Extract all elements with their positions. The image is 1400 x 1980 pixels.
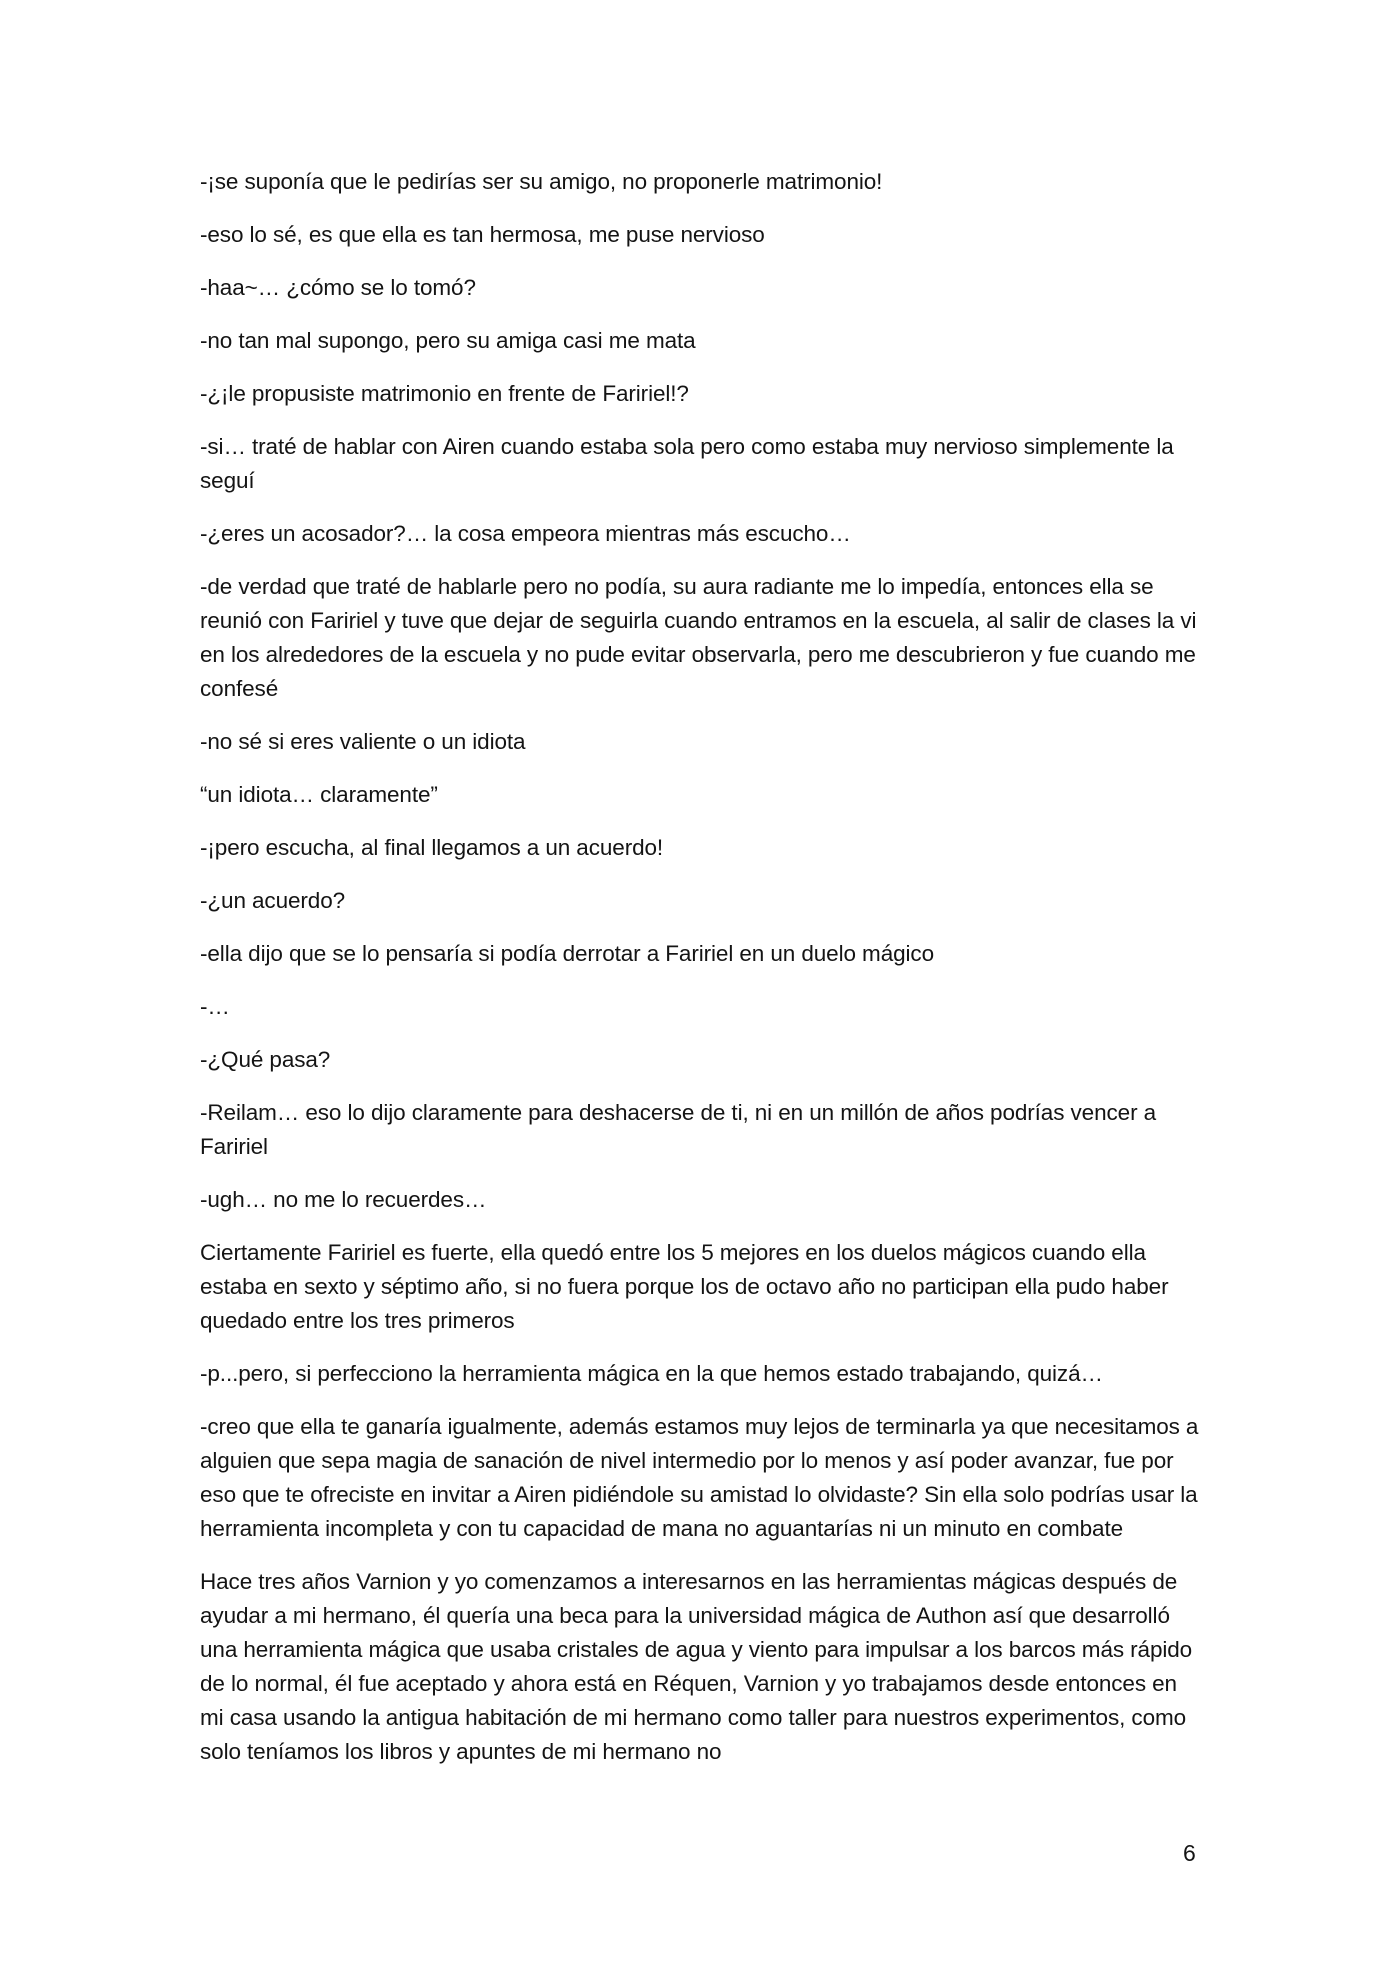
paragraph: -de verdad que traté de hablarle pero no podía, su aura radiante me lo impedía, entonces ella se reunió con Faririel y tuve que dejar de seguirla cuando entramos en la escuela, al salir de clases la vi en los alrededores de la escuela y no pude evitar observarla, pero me descubrieron y fue cuando me confesé <box>200 574 1197 701</box>
paragraph: -¿¡le propusiste matrimonio en frente de Faririel!? <box>200 381 689 406</box>
paragraph: “un idiota… claramente” <box>200 782 438 807</box>
paragraph: -¡pero escucha, al final llegamos a un acuerdo! <box>200 835 664 860</box>
paragraph: -no sé si eres valiente o un idiota <box>200 729 526 754</box>
body-text <box>200 165 1200 1788</box>
paragraph: -p...pero, si perfecciono la herramienta mágica en la que hemos estado trabajando, quizá… <box>200 1361 1103 1386</box>
paragraph: -¿Qué pasa? <box>200 1047 331 1072</box>
paragraph: -si… traté de hablar con Airen cuando estaba sola pero como estaba muy nervioso simplemente la seguí <box>200 434 1174 493</box>
paragraph: -ugh… no me lo recuerdes… <box>200 1187 487 1212</box>
paragraph: -¿eres un acosador?… la cosa empeora mientras más escucho… <box>200 521 851 546</box>
paragraph: Hace tres años Varnion y yo comenzamos a interesarnos en las herramientas mágicas después de ayudar a mi hermano, él quería una beca para la universidad mágica de Authon así que desarrolló una herramienta mágica que usaba cristales de agua y viento para impulsar a los barcos más rápido de lo normal, él fue aceptado y ahora está en Réquen, Varnion y yo trabajamos desde entonces en mi casa usando la antigua habitación de mi hermano como taller para nuestros experimentos, como solo teníamos los libros y apuntes de mi hermano no <box>200 1569 1193 1764</box>
paragraph: -¡se suponía que le pedirías ser su amigo, no proponerle matrimonio! <box>200 169 883 194</box>
paragraph: -… <box>200 994 230 1019</box>
paragraph: Ciertamente Faririel es fuerte, ella quedó entre los 5 mejores en los duelos mágicos cuando ella estaba en sexto y séptimo año, si no fuera porque los de octavo año no participan ella pudo haber quedado entre los tres primeros <box>200 1240 1169 1333</box>
paragraph: -eso lo sé, es que ella es tan hermosa, me puse nervioso <box>200 222 765 247</box>
paragraph: -ella dijo que se lo pensaría si podía derrotar a Faririel en un duelo mágico <box>200 941 934 966</box>
paragraph: -Reilam… eso lo dijo claramente para deshacerse de ti, ni en un millón de años podrías vencer a Faririel <box>200 1100 1157 1159</box>
paragraph: -haa~… ¿cómo se lo tomó? <box>200 275 476 300</box>
page-number: 6 <box>1183 1840 1196 1866</box>
paragraph: -no tan mal supongo, pero su amiga casi me mata <box>200 328 696 353</box>
paragraph: -creo que ella te ganaría igualmente, además estamos muy lejos de terminarla ya que necesitamos a alguien que sepa magia de sanación de nivel intermedio por lo menos y así poder avanzar, fue por eso que te ofreciste en invitar a Airen pidiéndole su amistad lo olvidaste? Sin ella solo podrías usar la herramienta incompleta y con tu capacidad de mana no aguantarías ni un minuto en combate <box>200 1414 1199 1541</box>
paragraph: -¿un acuerdo? <box>200 888 346 913</box>
